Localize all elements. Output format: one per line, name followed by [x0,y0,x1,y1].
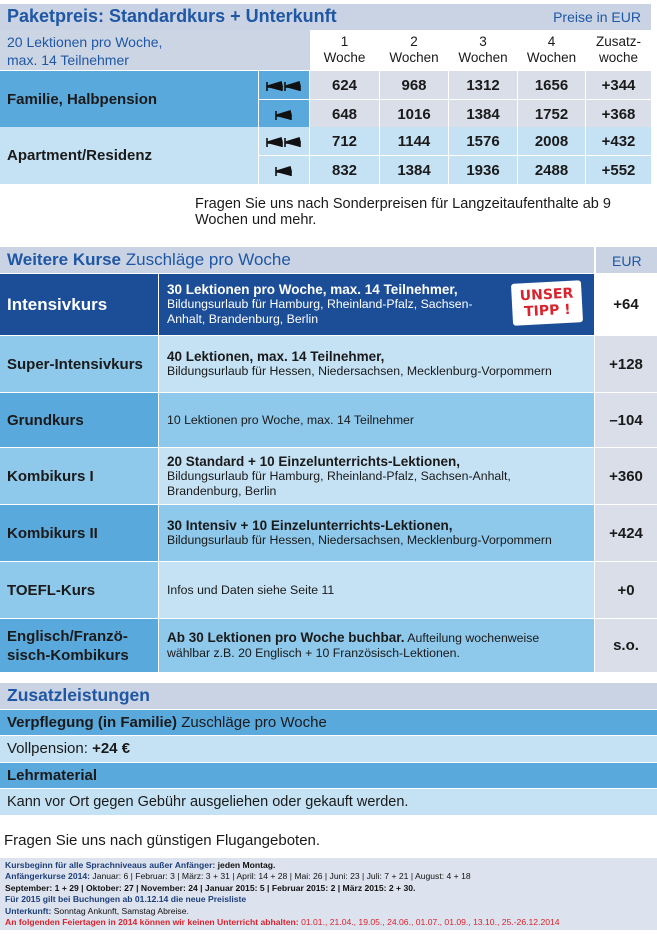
price-cell: 1384 [449,100,517,128]
price-cell: 1016 [380,100,448,128]
price-cell: 1576 [449,127,517,155]
price-cell: 2488 [518,156,585,184]
course-price: +0 [595,562,657,618]
paket-title: Paketpreis: Standardkurs + Unterkunft [7,6,337,26]
course-price: +128 [595,336,657,392]
single-bed-icon [259,100,309,128]
price-cell: 1752 [518,100,585,128]
course-row [0,393,657,447]
course-price: +424 [595,505,657,561]
column-header-3: 3 Wochen [449,30,517,70]
lehrmaterial-text-row: Kann vor Ort gegen Gebühr ausgeliehen oder gekauft werden. [0,789,657,815]
double-bed-icon [259,127,309,155]
column-header-4: 4 Wochen [518,30,585,70]
price-cell: 624 [310,71,379,99]
group-label: Apartment/Residenz [0,127,258,184]
course-name: TOEFL-Kurs [0,562,158,618]
course-description: 20 Standard + 10 Einzelunterrichts-Lektionen, Bildungsurlaub für Hamburg, Rheinland-Pfalz, Sachsen-Anhalt, Brandenburg, Berlin [159,448,594,504]
price-cell: 2008 [518,127,585,155]
course-price: +360 [595,448,657,504]
footer-box: Kursbeginn für alle Sprachniveaus außer Anfänger: jeden Montag. Anfängerkurse 2014: Januar: 6 | Februar: 3 | März: 3 + 31 | April: 14 + 28 | Mai: 26 | Juni: 23 | Juli: 7 + 21 | August: 4 + 18 September: 1 + 29 | Oktober: 27 | November: 24 | Januar 2015: 5 | Februar 2015: 2 | März 2015: 2 + 30. Für 2015 gilt bei Buchungen ab 01.12.14 die neue Preisliste Unterkunft: Sonntag Ankunft, Samstag Abreise. An folgenden Feiertagen in 2014 können wir keinen Unterricht abhalten: 01.01., 21.04., 19.05., 24.06., 01.07., 01.09., 13.10., 25.-26.12.2014 [0,858,657,930]
course-name: Englisch/Franzö- sisch-Kombikurs [0,619,158,672]
price-cell: 648 [310,100,379,128]
course-row [0,619,657,672]
weitere-currency: EUR [612,253,642,269]
course-name: Intensivkurs [0,274,158,335]
course-row [0,336,657,392]
price-cell: 712 [310,127,379,155]
course-row [0,562,657,618]
column-header-1: 1 Woche [310,30,379,70]
course-name: Kombikurs II [0,505,158,561]
single-bed-icon [259,156,309,184]
price-cell: 832 [310,156,379,184]
column-header-2: 2 Wochen [380,30,448,70]
price-cell: 1144 [380,127,448,155]
course-name: Grundkurs [0,393,158,447]
weitere-title: Weitere Kurse Zuschläge pro Woche [7,250,291,269]
price-cell: +368 [586,100,651,128]
price-cell: 968 [380,71,448,99]
tipp-badge: UNSER TIPP ! [511,280,583,326]
course-description: 10 Lektionen pro Woche, max. 14 Teilnehmer [159,393,594,447]
price-cell: 1384 [380,156,448,184]
course-description: 30 Intensiv + 10 Einzelunterrichts-Lektionen, Bildungsurlaub für Hessen, Niedersachsen, Mecklenburg-Vorpommern [159,505,594,561]
price-cell: +432 [586,127,651,155]
price-cell: +552 [586,156,651,184]
course-price: s.o. [595,619,657,672]
flug-note: Fragen Sie uns nach günstigen Flugangeboten. [4,832,321,849]
column-header-5: Zusatz- woche [586,30,651,70]
verpflegung-row: Verpflegung (in Familie) Zuschläge pro Woche [0,710,657,735]
langzeit-note: Fragen Sie uns nach Sonderpreisen für Langzeitaufenthalte ab 9 Wochen und mehr. [195,196,611,228]
course-price: +64 [595,274,657,335]
vollpension-row: Vollpension: +24 € [0,736,657,762]
course-price: –104 [595,393,657,447]
course-description: Infos und Daten siehe Seite 11 [159,562,594,618]
group-label: Familie, Halbpension [0,71,258,128]
price-cell: 1936 [449,156,517,184]
course-description: Ab 30 Lektionen pro Woche buchbar. Aufteilung wochenweise wählbar z.B. 20 Englisch + 10 Französisch-Lektionen. [159,619,594,672]
course-row [0,505,657,561]
course-row [0,274,657,335]
zusatz-title: Zusatzleistungen [7,685,150,705]
course-description: 40 Lektionen, max. 14 Teilnehmer, Bildungsurlaub für Hessen, Niedersachsen, Mecklenburg-Vorpommern [159,336,594,392]
price-cell: 1312 [449,71,517,99]
course-name: Kombikurs I [0,448,158,504]
paket-subtitle: 20 Lektionen pro Woche, max. 14 Teilnehmer [0,30,310,70]
course-name: Super-Intensivkurs [0,336,158,392]
currency-note: Preise in EUR [553,9,641,25]
course-description: 30 Lektionen pro Woche, max. 14 Teilnehmer, Bildungsurlaub für Hamburg, Rheinland-Pfalz, Sachsen-Anhalt, Brandenburg, Berlin [159,274,594,335]
course-row [0,448,657,504]
price-cell: 1656 [518,71,585,99]
price-cell: +344 [586,71,651,99]
double-bed-icon [259,71,309,99]
lehrmaterial-row: Lehrmaterial [0,763,657,788]
